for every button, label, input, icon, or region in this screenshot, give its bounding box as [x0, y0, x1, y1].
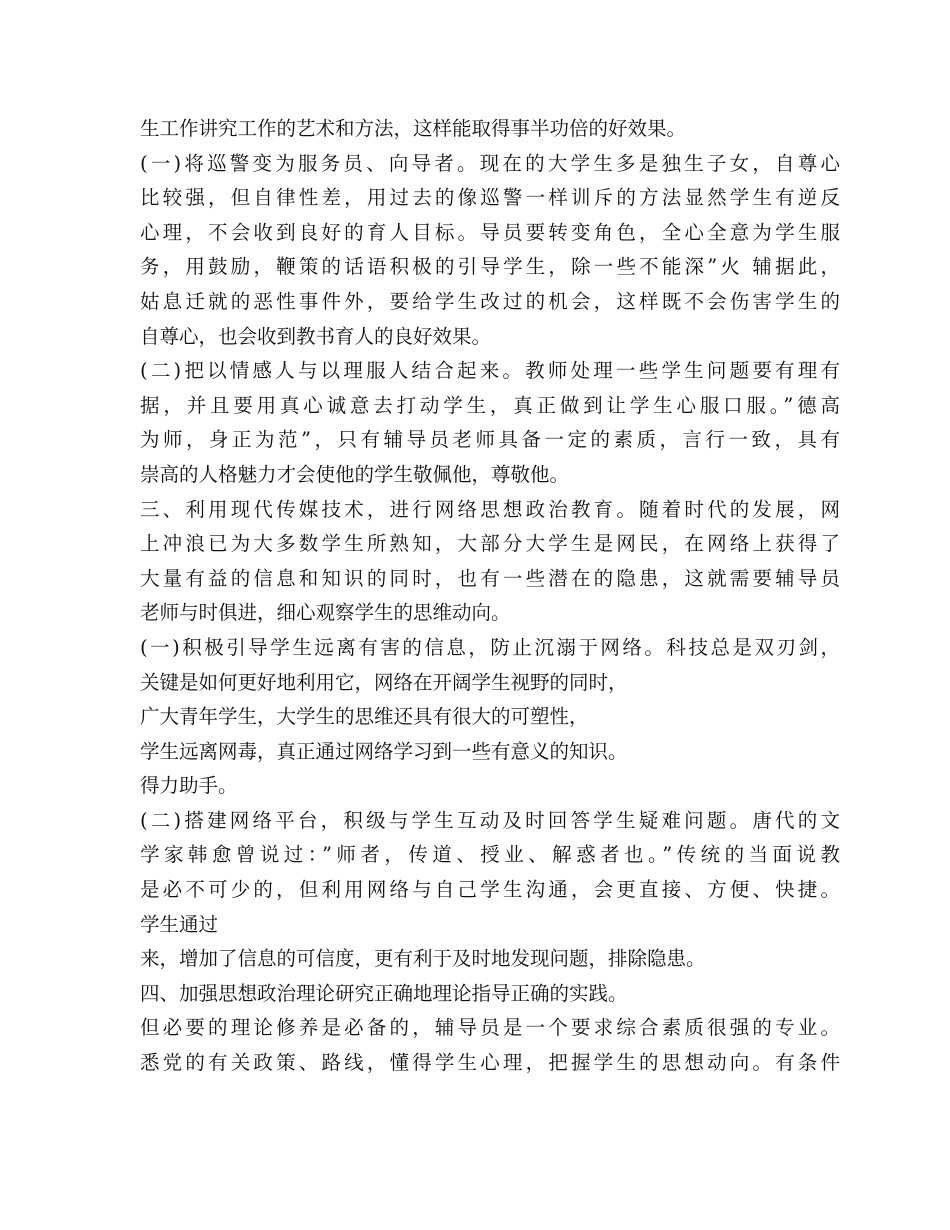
- text-line: (二)搭建网络平台，积级与学生互动及时回答学生疑难问题。唐代的文: [140, 808, 840, 832]
- text-line: 来，增加了信息的可信度，更有利于及时地发现问题，排除隐患。: [140, 947, 706, 971]
- text-line: 自尊心，也会收到教书育人的良好效果。: [140, 324, 492, 348]
- text-line: 学生通过: [140, 912, 219, 936]
- text-line: 三、利用现代传媒技术，进行网络思想政治教育。随着时代的发展，网: [140, 497, 840, 521]
- body-text: [140, 112, 840, 1081]
- text-line: (一)将巡警变为服务员、向导者。现在的大学生多是独生子女，自尊心: [140, 151, 840, 175]
- text-line: 四、加强思想政治理论研究正确地理论指导正确的实践。: [140, 981, 628, 1005]
- text-line: 据，并且要用真心诚意去打动学生，真正做到让学生心服口服。”德高: [140, 393, 840, 417]
- text-line: 关键是如何更好地利用它，网络在开阔学生视野的同时，: [140, 670, 628, 694]
- text-line: 悉党的有关政策、路线，懂得学生心理，把握学生的思想动向。有条件: [140, 1051, 840, 1075]
- text-line: 是必不可少的，但利用网络与自己学生沟通，会更直接、方便、快捷。: [140, 878, 840, 902]
- text-line: (二)把以情感人与以理服人结合起来。教师处理一些学生问题要有理有: [140, 359, 840, 383]
- text-line: 学家韩愈曾说过：”师者，传道、授业、解惑者也。”传统的当面说教: [140, 843, 840, 867]
- text-line: 生工作讲究工作的艺术和方法，这样能取得事半功倍的好效果。: [140, 117, 687, 140]
- text-line: 姑息迁就的恶性事件外，要给学生改过的机会，这样既不会伤害学生的: [140, 289, 840, 313]
- text-line: (一)积极引导学生远离有害的信息，防止沉溺于网络。科技总是双刃剑，: [140, 635, 840, 659]
- text-line: 得力助手。: [140, 774, 238, 798]
- text-line: 心理，不会收到良好的育人目标。导员要转变角色，全心全意为学生服: [140, 220, 840, 244]
- text-line: 为师，身正为范”，只有辅导员老师具备一定的素质，言行一致，具有: [140, 428, 840, 452]
- text-line: 大量有益的信息和知识的同时，也有一些潜在的隐患，这就需要辅导员: [140, 566, 840, 590]
- text-line: 广大青年学生，大学生的思维还具有很大的可塑性，: [140, 705, 589, 729]
- text-line: 学生远离网毒，真正通过网络学习到一些有意义的知识。: [140, 739, 628, 763]
- text-line: 崇高的人格魅力才会使他的学生敬佩他，尊敬他。: [140, 462, 570, 486]
- text-line: 上冲浪已为大多数学生所熟知，大部分大学生是网民，在网络上获得了: [140, 532, 840, 556]
- text-line: 但必要的理论修养是必备的，辅导员是一个要求综合素质很强的专业。: [140, 1016, 840, 1040]
- text-line: 老师与时俱进，细心观察学生的思维动向。: [140, 601, 511, 625]
- text-line: 务，用鼓励，鞭策的话语积极的引导学生，除一些不能深”火 辅据此，: [140, 255, 840, 279]
- text-line: 比较强，但自律性差，用过去的像巡警一样训斥的方法显然学生有逆反: [140, 186, 840, 210]
